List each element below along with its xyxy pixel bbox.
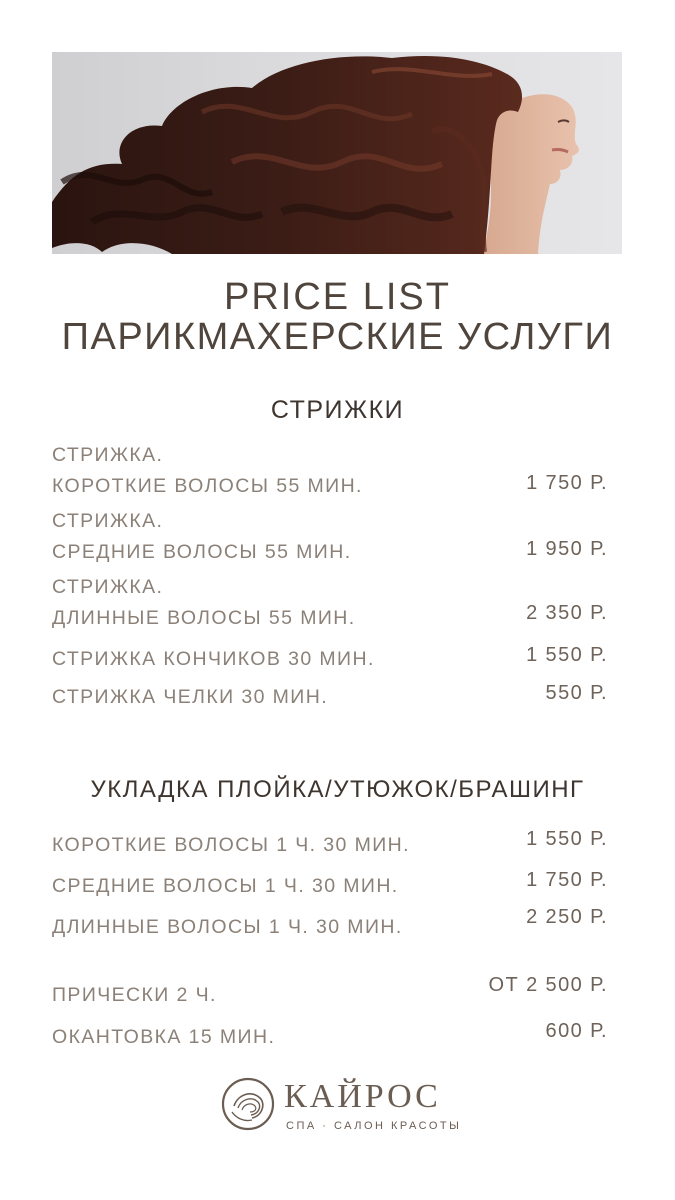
price-row bbox=[52, 1022, 608, 1053]
service-price: 1 550 Р. bbox=[526, 644, 608, 666]
section-title-styling: УКЛАДКА ПЛОЙКА/УТЮЖОК/БРАШИНГ bbox=[90, 776, 585, 803]
hero-image bbox=[52, 52, 622, 254]
service-price: 1 750 Р. bbox=[526, 472, 608, 494]
service-name-line1: СТРИЖКА. bbox=[52, 576, 164, 598]
service-name-line2: СРЕДНИЕ ВОЛОСЫ 55 МИН. bbox=[52, 541, 352, 563]
service-name: СТРИЖКА ЧЕЛКИ 30 МИН. bbox=[52, 686, 329, 708]
service-price: 1 950 Р. bbox=[526, 538, 608, 560]
brand-name: КАЙРОС bbox=[284, 1078, 441, 1115]
price-row bbox=[52, 830, 608, 861]
price-row bbox=[52, 440, 608, 502]
service-price: 2 350 Р. bbox=[526, 602, 608, 624]
price-row bbox=[52, 572, 608, 634]
woman-hair-illustration bbox=[52, 52, 622, 254]
kairos-logo-icon bbox=[220, 1076, 276, 1132]
service-name: ДЛИННЫЕ ВОЛОСЫ 1 Ч. 30 МИН. bbox=[52, 916, 403, 938]
service-name: СТРИЖКА КОНЧИКОВ 30 МИН. bbox=[52, 648, 375, 670]
page-title: PRICE LIST bbox=[224, 276, 451, 318]
brand-logo bbox=[220, 1072, 460, 1142]
service-name: ОКАНТОВКА 15 МИН. bbox=[52, 1026, 276, 1048]
service-name: ПРИЧЕСКИ 2 Ч. bbox=[52, 984, 217, 1006]
section-title-haircuts: СТРИЖКИ bbox=[270, 396, 405, 424]
service-price: 1 550 Р. bbox=[526, 828, 608, 850]
price-row bbox=[52, 506, 608, 568]
service-name: КОРОТКИЕ ВОЛОСЫ 1 Ч. 30 МИН. bbox=[52, 834, 410, 856]
price-row bbox=[52, 974, 608, 1011]
price-row bbox=[52, 644, 608, 675]
page-subtitle: ПАРИКМАХЕРСКИЕ УСЛУГИ bbox=[61, 316, 614, 358]
price-row bbox=[52, 682, 608, 713]
service-price: 600 Р. bbox=[545, 1020, 608, 1042]
service-name-line2: КОРОТКИЕ ВОЛОСЫ 55 МИН. bbox=[52, 475, 363, 497]
price-row bbox=[52, 871, 608, 902]
price-row bbox=[52, 906, 608, 943]
service-price: 2 250 Р. bbox=[526, 906, 608, 928]
service-price: ОТ 2 500 Р. bbox=[488, 974, 608, 996]
service-price: 1 750 Р. bbox=[526, 869, 608, 891]
service-name-line1: СТРИЖКА. bbox=[52, 510, 164, 532]
service-price: 550 Р. bbox=[545, 682, 608, 704]
service-name: СРЕДНИЕ ВОЛОСЫ 1 Ч. 30 МИН. bbox=[52, 875, 399, 897]
service-name-line1: СТРИЖКА. bbox=[52, 444, 164, 466]
service-name-line2: ДЛИННЫЕ ВОЛОСЫ 55 МИН. bbox=[52, 607, 356, 629]
brand-subtitle: СПА · САЛОН КРАСОТЫ bbox=[286, 1120, 462, 1132]
